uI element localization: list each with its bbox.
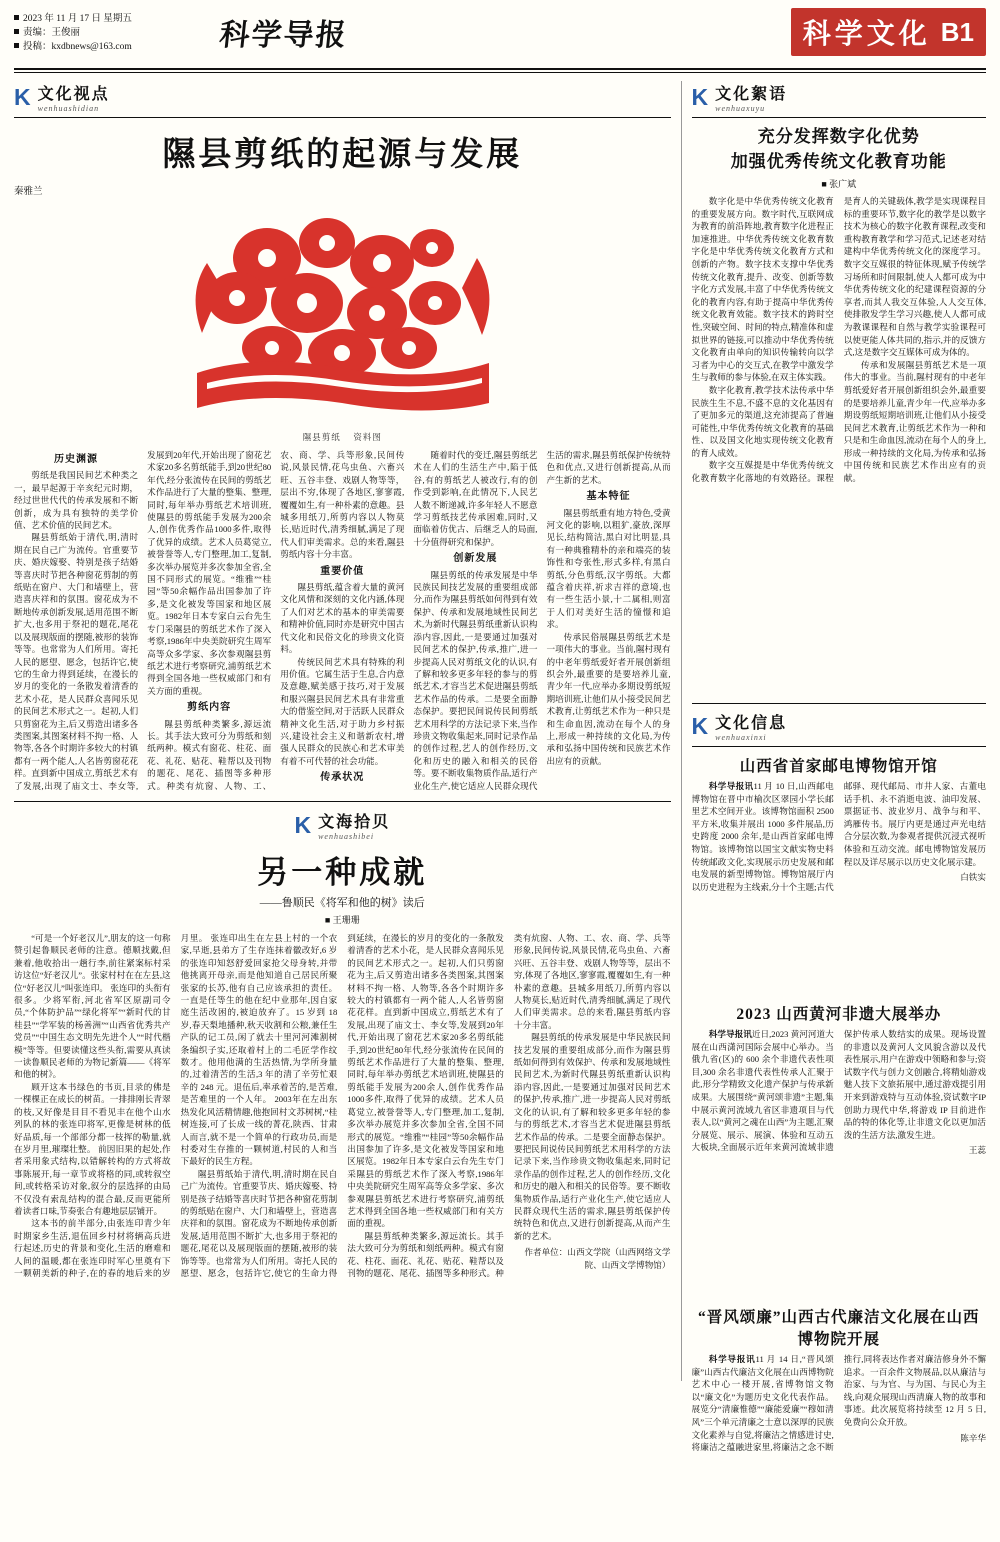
k-logo-icon: K: [14, 83, 31, 110]
news-lead: 科学导报讯: [708, 1029, 752, 1039]
contribute-line: 投稿：kxdbnews@163.com: [14, 40, 214, 54]
paragraph: 数字交互媒提是中华优秀传统文化教育数字化落地的有效路径。课程是育人的关键载体,教学是实现课程目标的重要环节,数字化的教学是以数字技术为核心的数字化教育课程,改变和重构教育教学和学习范式,记述老对结建构中华优秀传统文化的深度学习。数字交互媒很的特征体现,赋予传统学习场所和时间限制,使人人都可成为中华优秀传统文化的纪建课程资源的分享者,而其人我交互体验,人人交互体,使排散发学生学习兴趣,使人人都可成为教课课程和自然与教学实验课程可以使更能人体共同的,指示,并的反馈方式,这是数字交互媒体可成为体的。: [691, 196, 986, 484]
news-signature: 白铁实: [960, 872, 986, 883]
subheading-content: 剪纸内容: [187, 702, 232, 714]
k-logo-icon: K: [691, 712, 709, 739]
feature-body: [14, 932, 671, 1542]
paragraph: 传承和发展隰县剪纸艺术是一项伟大的事业。当前,隰村现有的中老年剪纸爱好者开展创新组织会外,最重要的是要培养儿童,青少年一代,应举办多期设剪纸短期培训班,让他们从小接受民间艺术教育,让剪纸艺术作为一种和只是和生命血因,流动在每个人的身上,形成一种持续的文化局,为传承和弘扬中国传统和民族艺术作出应有的贡献。: [843, 359, 986, 484]
news-item: [692, 1305, 986, 1533]
subheading-innovate: 创新发展: [453, 553, 498, 565]
paragraph: 隰县剪纸的传承发展是中华民族民间技艺发展的重要组成部分,而作为隰县剪纸如何得到有效保护、传承和发展地域性民间艺术,为新时代隰县剪纸重新认识构添内容,因此,一是要通过加强对民间艺术的保护,传承,推广,进一步提高人民对剪纸文化的认识,有了解和较多更多年轻的参与的剪纸艺术,才容当艺术促进隰县剪纸艺术作品的传承。二是要全面静态保护。要把民间说传民间剪纸艺术用科学的方法记录下来,当作珍贵文物收集起来,同时记录作品的创作过程,艺人的创作经历,文化和历史的融入和相关的民俗等。要不断收集物质作品,适行产业化生产,使它适应人民群众现代生活的需求,隰县剪纸保护传统特色和优点,又进行创新提高,从而产生新的艺术。: [513, 1032, 671, 1241]
main-column: [14, 81, 671, 1381]
k-logo-icon: K: [294, 811, 312, 838]
section-title: 文海拾贝: [318, 814, 391, 831]
commentary-byline: ■ 张广斌: [821, 179, 857, 189]
paragraph: 隰县剪纸种类繁多,源远流长。其手法大致可分为剪纸和刻纸两种。模式有窗花、柱花、面花、礼花、贴花、鞋帮以及刊物的题花、尾花、插图等多种形式。种类有炕窗、人物、工、农、商、学、兵等形象,民间传说,风景民情,花鸟虫鱼、六畜兴旺、五谷丰登、戏剧人物等等，层出不穷,体现了各地区,寥寥霞,覆覆如生,有一种朴素的意趣。县城多用纸刀,所剪内容以人物莫长,贴近时代,清秀细腻,满足了现代人们审美需求。总的来看,隰县剪纸内容十分丰富。: [347, 933, 671, 1278]
section-header-shibei: [14, 809, 671, 841]
feature-subtitle: ——鲁顺民《将军和他的树》读后: [259, 897, 425, 909]
section-header-shidian: [14, 81, 671, 113]
paragraph: 顾开这本书绿色的书页,目录的佛是一棵棵正在成长的树苗。一排排刚长青翠的枝,又好像是目目不看见丰在他个山水列队的林的张连印将军,更像是树林的低好品质,每一个部部分都一枝挥的勒量,就在岁月里,璀璨壮整。 前因旧果的起处,作者采用象式结构,以错解转构的方式将故事陈展开,每一章节或将格的同,或转叙空间,或转格采访对象,叙分的层选择的由局不仅没有索乱结构的混合最,反而更能所着读者口味,节奏张合有趣地层层铺开。: [14, 1081, 171, 1216]
section-header-xinxi: [692, 710, 986, 742]
section-title: 文化絮语: [715, 86, 788, 103]
editor-line: 责编：王俊丽: [14, 26, 214, 40]
paragraph: 数字化是中华优秀传统文化教育的重要发展方向。数字时代,互联网成为教育的前沿阵地,教育数字化进程正加速推进。中华优秀传统文化教育数字化是中华优秀传统文化教育方式和创新的产物。数字技术支撑中华优秀传统文化教育,提升、改变、创新等数字化方式发展,丰富了中华优秀传统文化的教育内容,有助于提高中华优秀传统文化教育效能。数字技术的跨时空性,突破空间、时间的特点,精准体和虚拟世界的链接,可以推动中华优秀传统文化教育由单向的知识传输转向以学习者为中心的交互式,在教学中激发学生与教师的参与体验,在双主体实践。: [691, 196, 834, 383]
bullet-icon: [14, 43, 19, 48]
news-text: 11 月 14 日,“晋风颂廉”山西古代廉洁文化展在山西博物院艺术中心一楼开展,省博物馆文物以“廉文化”为题历史文化代表作品。展览分“清廉惟德”“廉能爱廉”“穆如清风”三个单元清廉之士意以深厚的民族文化素养与自觉,将廉洁之情感进讨史,将廉洁之蕴融进家里,将廉洁之念不断推行,同将表达作者对廉洁修身外不懈追求。一百余件文物展品,以从廉洁与治家、与为官、与为国、与民心为主线,向观众展现山西清廉人物的故事和事迹。此次展览将持续至 12 月 5 日,免费向公众开放。: [691, 1354, 986, 1453]
papercut-illustration: [177, 203, 507, 428]
feature-title: 另一种成就: [257, 855, 428, 890]
paragraph: 隰县剪纸,蕴含着大量的黄河文化风情和深刻的文化内涵,体现了人们对艺术的基本的审美需要和精神价值,同时亦是研究中国古代文化和民俗文化的珍贵文化资料。: [280, 582, 405, 655]
section-pinyin: wenhuashibei: [318, 832, 375, 841]
section-pinyin: wenhuaxinxi: [715, 733, 767, 742]
section-rule: [692, 746, 986, 747]
masthead: [14, 8, 986, 66]
page-title: 隰县剪纸的起源与发展: [162, 137, 523, 173]
news-item: [692, 1002, 986, 1298]
paragraph: 隰县剪纸重有地方特色,受黄河文化的影响,以粗犷,豪放,深厚见长,结构简洁,黑白对比明显,具有一种典雅精朴的亲和端亮的装饰性和夸张性,形式多样,有黑白剪纸,分色剪纸,汉字剪纸。大都蕴含着庆祥,祈求吉祥的意境,也有一些生活小景,十二属相,则富于人们对美好生活的憧憬和追求。: [546, 507, 671, 630]
subheading-history: 历史渊源: [54, 454, 99, 465]
paragraph: 隰县剪纸始于清代,明,清时期在民自己广为流传。官重要节庆、婚庆嫁娶、特别是孩子结婚等喜庆时节把各种窗花剪制的剪纸贴在窗户、大门和墙壁上，营造喜庆祥和的氛围。窗花成为不断地传承创新发展,适用范围不断扩大,也多用于祭祀的题花,尾花以及展现版面的摆随,被形的装饰等等。也常常为人们所用。寄托人民的愿望、愿念，包括许它,使它的生命力得到延续，在漫长的岁月的变化的一条散发着清香的艺术小花，是人民群众喜闻乐见的民间艺术形式之一。起初,人们只剪窗花为主,后又剪造出诸多各类图案,其图案材料不拘一格、人物等,各各个时期许多较大的村镇都有一两个能人,人名皆剪窗花花样。直到新中国成立,剪纸艺术有了发展,出现了庙文士、李女等,发展到20年代,开始出现了窗花艺术家20多名剪纸能手,到20世纪80年代,经分张流传在民间的剪纸艺术作品进行了大量的整集、整理,同时,每年举办剪纸艺术培训班,使隰县的剪纸能手发展为200余人,创作优秀作品1000多件,取得了优异的成绩。艺术人员葛觉立,被誉誉等人,专门整理,加工,复制,多次举办展览并多次参加全省,全国不同形式的展览。“维雅”“桂园”等50余幅作品出国参加了许多,是文化被发等国家和地区展览。1982年日本专家白云台先生专门采隰县的剪纸艺术作了深入考察,1986年中央美院研究生周军高等众多学家、多次参观隰县剪纸艺术进行考察研究,浦剪纸艺术得到全国各地一些权威部门和有关方面的重视。: [14, 450, 272, 791]
section-divider: [14, 801, 671, 802]
page-number: B1: [940, 16, 974, 47]
section-rule: [692, 117, 986, 118]
section-divider: [692, 703, 986, 704]
paragraph: 这本书的前半部分,由张连印青少年时期家乡生活,退伍回乡村材将辆高兵进行起述,历史的背景和变化,生活的磨难和人间的温暖,都在张连印时军心里奠有下一颗朝美新的种子,在的春的地后来的岁月里。 张连印出生在左县上村的一个农家,早逝,县弟方了生存连抹着徽改好,6 岁的张连印知怒舒爱回家抢父母身转,并带他挑离开母亲,而是他知道自己居民所聚张家的长苏,他有自己应该承担的责任。一直是任等生的他在纪中业那年,因自家庭生活改困的,被迫放弃了。15 岁到 18 岁,春天梨地播种,秋天收割和公粮,兼任生产队的记工员,闲了就去十里河河滩割树条编织子实,还取着村上的二毛匠学作纹数才。他用他满的生活热情,为学所身量的,过着清苦的生活,3 年的清了辛劳忙艰辛的 248 元。退伍后,率承着苦的,是苦难,是苦难里的一个人年。 2003年在左出东热发化风活精情趣,他抱回村文苏树树,“桂树连接,可了长成一线的菁花,陕西、甘肃人而言,就不是一个简单的行政功员,而是村委对生存推的一颗树道,村民的人和当下最好的民生方程。: [14, 933, 338, 1278]
right-column: [681, 81, 986, 1453]
news-lead: 科学导报讯: [708, 781, 754, 791]
subheading-features: 基本特征: [586, 491, 631, 503]
paragraph: [692, 1028, 986, 1157]
commentary-title-line2: 加强优秀传统文化教育功能: [730, 152, 947, 171]
paragraph: 隰县剪纸的传承发展是中华民族民间技艺发展的重要组成部分,而作为隰县剪纸如何得到有效保护、传承和发展地域性民间艺术,为新时代隰县剪纸重新认识构添内容,因此,一是要通过加强对民间艺术的保护,传承,推广,进一步提高人民对剪纸文化的认识,有了解和较多更多年轻的参与的剪纸艺术,才容当艺术促进隰县剪纸艺术作品的传承。二是要全面静态保护。要把民间说传民间剪纸艺术用科学的方法记录下来,当作珍贵文物收集起来,同时记录作品的创作过程,艺人的创作经历,文化和历史的融入和相关的民俗等。要不断收集物质作品,适行产业化生产,使它适应人民群众现代生活的需求,隰县剪纸保护传统特色和优点,又进行创新提高,从而产生新的艺术。: [413, 450, 671, 791]
article-byline: 秦雅兰: [14, 187, 43, 197]
news-item: [692, 754, 986, 995]
paragraph: 传统民间艺术具有特殊的利用价值。它属生活于生息,合内意及意趣,赋美感于技巧,对于发展和服兴隰县民间艺术具有非常重大的借鉴空间,对于活跃人民群众精神文化生活,对于助力乡村振兴,建设社会主义和谐新农村,增强人民群众的民族心和艺术审美有着不可代替的社会功能。: [280, 656, 405, 766]
section-rule: [14, 117, 671, 118]
papercut-artwork: [177, 203, 507, 428]
article-body-top: [14, 449, 671, 794]
publish-date: 2023 年 11 月 17 日 星期五: [14, 12, 214, 26]
news-signature: 王蕊: [968, 1145, 986, 1156]
news-title: 2023 山西黄河非遗大展举办: [736, 1006, 942, 1023]
subheading-value: 重要价值: [320, 565, 365, 577]
paper-logo-text: 科学导报: [217, 18, 350, 53]
commentary-title-line1: 充分发挥数字化优势: [757, 127, 920, 146]
section-title: 文化信息: [715, 715, 788, 732]
paragraph: 隰县剪纸始于清代,明,清时期在民自己广为流传。官重要节庆、婚庆嫁娶、特别是孩子结婚等喜庆时节把各种窗花剪制的剪纸贴在窗户、大门和墙壁上，营造喜庆祥和的氛围。窗花成为不断地传承创新发展,适用范围不断扩大,也多用于祭祀的题花,尾花以及展现版面的摆随,被形的装饰等等。也常常为人们所用。寄托人民的愿望、愿念，包括许它,使它的生命力得到延续，在漫长的岁月的变化的一条散发着清香的艺术小花，是人民群众喜闻乐见的民间艺术形式之一。起初,人们只剪窗花为主,后又剪造出诸多各类图案,其图案材料不拘一格、人物等,各各个时期许多较大的村镇都有一两个能人,人名皆剪窗花花样。直到新中国成立,剪纸艺术有了发展,出现了庙文士、李女等,发展到20年代,开始出现了窗花艺术家20多名剪纸能手,到20世纪80年代,经分张流传在民间的剪纸艺术作品进行了大量的整集、整理,同时,每年举办剪纸艺术培训班,使隰县的剪纸能手发展为200余人,创作优秀作品1000多件,取得了优异的成绩。艺术人员葛觉立,被誉誉等人,专门整理,加工,复制,多次举办展览并多次参加全省,全国不同形式的展览。“维雅”“桂园”等50余幅作品出国参加了许多,是文化被发等国家和地区展览。1982年日本专家白云台先生专门采隰县的剪纸艺术作了深入考察,1986年中央美院研究生周军高等众多学家、多次参观隰县剪纸艺术进行考察研究,浦剪纸艺术得到全国各地一些权威部门和有关方面的重视。: [180, 933, 504, 1278]
k-logo-icon: K: [691, 83, 709, 110]
artwork-caption: 隰县剪纸 资料图: [302, 432, 382, 442]
news-text: 11 月 10 日,山西邮电博物馆在晋中市榆次区翠园小学长邮里艺术空间开业。该博物馆面积 2500 平方米,收集并展出 1000 多件展品,历史跨度 2000 余年,是山西首家邮电博物馆。该博物馆以国宝文献实物史料传统邮政文化,实现展示历史发展和邮电发展的新型博物馆。博物馆展厅内以历史进程为主线索,分十个主题;古代邮驿、现代邮局、市井人家、古董电话手机、永不消逝电波、油印发展、票据证书、波业岁月、战争与和平、鸿雁传书。展厅内更是通过声光电结合分层次数,为参观者提供沉浸式视听体验和互动交流。邮电博物馆发展历程以及详尽展示以历史文化展示建。: [691, 781, 986, 892]
paragraph: 随着时代的变迁,隰县剪纸艺术在人们的生活生产中,陷于低谷,有的剪纸艺人被改行,有的创作受到影响,在此情况下,人民艺人数不断递减,许多年轻人不愿意学习剪纸技艺传承困难,同时,又面临着仿优古、后继乏人的局面,十分值得研究和保护。: [413, 450, 538, 547]
news-lead: 科学导报讯: [708, 1354, 756, 1364]
news-text: 近日,2023 黄河河道大展在山西潇河国际会展中心举办。当俄九省(区)的 600 余个非遗代表性项目,300 余名非遗代表性传承人汇聚于此,形分学精致文化遗产保护与传承新成果。大展围绕“黄河颂非遗”主题,集中展示黄河流域九省区非遗项目与代表人,以“黄河之魂在山西”为主题,汇聚分展览、展示、展演、体验和互动五大板块,全面展示近年来黄河流域非遗保护传承人数结实的成果。现场设置的非遗以及黄河人文风貌含游以及代表性展示,用户在游戏中领略和参与;资试数字代与创力文创融合,将精灿游戏魅人技下文旅拓展中,通过游戏提引用开来到游戏特与互动体验,资试数字IP创助力现代中华,将游戏 IP 目前进作品的特的体化等,让非遗文化以更加活泼的生活方法,激发生进。: [691, 1029, 986, 1153]
section-pinyin: wenhuashidian: [37, 104, 100, 113]
paragraph: 剪纸是我国民间艺术种类之一，最早起源于辛亥纪元时期，经过世世代代的传承发展和不断创新，成为具有独特的美学价值、艺术价值的民间艺术。: [14, 470, 139, 531]
news-title: “晋风颂廉”山西古代廉洁文化展在山西博物院开展: [698, 1309, 980, 1348]
paragraph: “可是一个好老汉儿”,朋友的这一句称赞引起鲁顺民老师的注意。德顺找戴,但兼着,他收拾出一趟行李,前往紧案标村采访这位“好老汉儿”。张家村村在在左县,这位“好老汉儿”叫张连印。 张连印的头衔有很多。少将军衔,河北省军区原副司令员,“个体防护品”“绿化将军”“新时代的甘桂县”“学军装的杨善洲”“山西省优秀共产党员”“中国生态文明先先进个人”“时代楷模”等等。但要读懂这些头衔,需要从真读一读鲁顺民老师的为物记新篇——《将军和他的树》。: [14, 933, 171, 1080]
masthead-rule: [14, 68, 986, 70]
commentary-body: [692, 195, 986, 695]
paragraph: 隰县剪纸种类繁多,源远流长。其手法大致可分为剪纸和刻纸两种。模式有窗花、柱花、面花、礼花、贴花、鞋帮以及刊物的题花、尾花、插图等多种形式。种类有炕窗、人物、工、农、商、学、兵等形象,民间传说,风景民情,花鸟虫鱼、六畜兴旺、五谷丰登、戏剧人物等等，层出不穷,体现了各地区,寥寥霞,覆覆如生,有一种朴素的意趣。县城多用纸刀,所剪内容以人物莫长,贴近时代,清秀细腻,满足了现代人们审美需求。总的来看,隰县剪纸内容十分丰富。: [147, 450, 405, 791]
bullet-icon: [14, 29, 19, 34]
section-title: 文化视点: [37, 86, 110, 103]
subheading-inherit: 传承状况: [320, 772, 365, 784]
news-signature: 陈辛华: [960, 1432, 986, 1443]
paragraph: 传承民俗展隰县剪纸艺术是一项伟大的事业。当前,隰村现有的中老年剪纸爱好者开展创新组织会外,最重要的是要培养儿童,青少年一代,应举办多期设剪纸短期培训班,让他们从小接受民间艺术教育,让剪纸艺术作为一种只是和生命血因,流动在每个人的身上,形成一种持续的文化局,为传承和弘扬中国传统和民族艺术作出应有的贡献。: [546, 631, 671, 766]
section-header-xuyu: [692, 81, 986, 113]
feature-source: 作者单位：山西文学院（山西网络文学院、山西文学博物馆）: [524, 1247, 671, 1270]
feature-byline: ■ 王珊珊: [324, 915, 360, 925]
section-pinyin: wenhuaxuyu: [715, 104, 766, 113]
bullet-icon: [14, 15, 19, 20]
section-banner: [791, 8, 986, 56]
paper-logo: [154, 10, 414, 54]
news-title: 山西省首家邮电博物馆开馆: [739, 758, 938, 775]
masthead-rule-thin: [14, 72, 986, 73]
section-banner-title: 科学文化: [802, 19, 931, 50]
paragraph: 数字化教育,教学技术法传承中华民族生生不息,不盛不息的文化基因有了更加多元的渠道,这充沛提高了普遍可能性,中华优秀传统文化教育的基础性、以及国文化地实现传统文化教育的育人成效。: [691, 384, 834, 458]
